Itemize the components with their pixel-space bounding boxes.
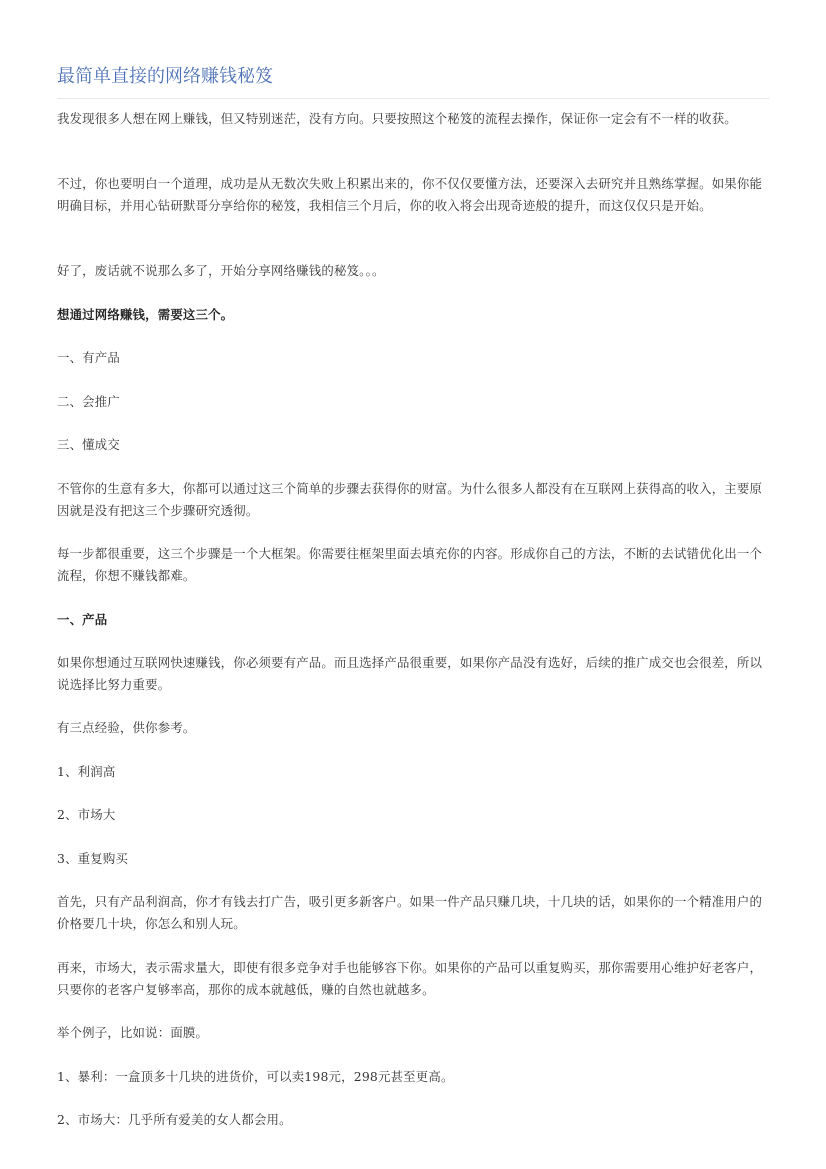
page-title: 最简单直接的网络赚钱秘笈: [57, 66, 273, 87]
intro-paragraph: 我发现很多人想在网上赚钱，但又特别迷茫，没有方向。只要按照这个秘笈的流程去操作，保证你一定会有不一样的收获。: [57, 111, 737, 126]
profit-paragraph: 首先，只有产品利润高，你才有钱去打广告，吸引更多新客户。如果一件产品只赚几块，十几块的话，如果你的一个精准用户的价格要几十块，你怎么和别人玩。: [57, 894, 763, 931]
list-item-closing: 三、懂成交: [57, 437, 120, 452]
framework-paragraph: 每一步都很重要，这三个步骤是一个大框架。你需要往框架里面去填充你的内容。形成你自己的方法，不断的去试错优化出一个流程，你想不赚钱都难。: [57, 546, 763, 583]
mindset-paragraph: 不过，你也要明白一个道理，成功是从无数次失败上积累出来的，你不仅仅要懂方法，还要深入去研究并且熟练掌握。如果你能明确目标，并用心钻研默哥分享给你的秘笈，我相信三个月后，你的收入将会出现奇迹般的提升，而这仅仅只是开始。: [57, 176, 763, 213]
example-item-market: 2、市场大：几乎所有爱美的女人都会用。: [57, 1112, 292, 1127]
list-item-big-market: 2、市场大: [57, 807, 116, 822]
steps-paragraph: 不管你的生意有多大，你都可以通过这三个简单的步骤去获得你的财富。为什么很多人都没有在互联网上获得高的收入，主要原因就是没有把这三个步骤研究透彻。: [57, 481, 763, 518]
list-item-product: 一、有产品: [57, 350, 120, 365]
title-divider: [57, 98, 769, 99]
transition-paragraph: 好了，废话就不说那么多了，开始分享网络赚钱的秘笈。。。: [57, 263, 385, 278]
section-heading-requirements: 想通过网络赚钱，需要这三个。: [57, 307, 234, 322]
example-intro: 举个例子，比如说：面膜。: [57, 1025, 209, 1040]
example-item-profit: 1、暴利：一盒顶多十几块的进货价，可以卖198元，298元甚至更高。: [57, 1069, 454, 1084]
list-item-repeat-purchase: 3、重复购买: [57, 851, 129, 866]
market-paragraph: 再来，市场大，表示需求量大，即使有很多竞争对手也能够容下你。如果你的产品可以重复购买，那你需要用心维护好老客户，只要你的老客户复够率高，那你的成本就越低，赚的自然也就越多。: [57, 960, 763, 997]
experience-intro: 有三点经验，供你参考。: [57, 720, 196, 735]
section-heading-product: 一、产品: [57, 612, 108, 627]
list-item-high-profit: 1、利润高: [57, 764, 116, 779]
list-item-promotion: 二、会推广: [57, 394, 120, 409]
product-paragraph: 如果你想通过互联网快速赚钱，你必须要有产品。而且选择产品很重要，如果你产品没有选好，后续的推广成交也会很差，所以说选择比努力重要。: [57, 655, 763, 692]
